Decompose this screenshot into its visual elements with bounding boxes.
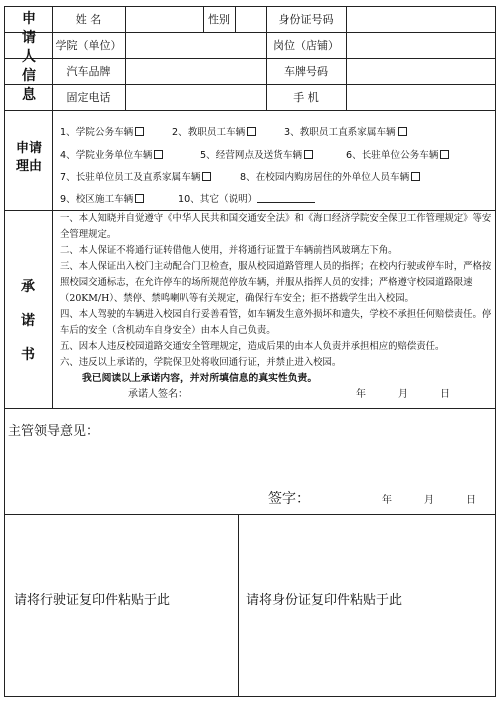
section-label-reason: 申请理由 (15, 141, 42, 174)
reason-option-other[interactable] (178, 191, 315, 205)
reason-label: 3、教职员工直系家属车辆 (284, 127, 396, 138)
checkbox[interactable] (247, 127, 256, 136)
checkbox[interactable] (135, 127, 144, 136)
input-college[interactable] (125, 32, 266, 58)
reason-option[interactable] (240, 169, 420, 183)
input-name[interactable] (125, 6, 203, 32)
reason-option[interactable] (60, 147, 163, 161)
pledge-month: 月 (398, 389, 408, 400)
label-name: 姓 名 (75, 13, 102, 26)
supervisor-label: 主管领导意见： (8, 424, 100, 439)
supervisor-year: 年 (382, 495, 392, 506)
label-college: 学院（单位） (55, 39, 122, 52)
reason-label: 8、在校园内购房居住的外单位人员车辆 (240, 172, 410, 183)
reason-label: 4、学院业务单位车辆 (60, 150, 153, 161)
reason-label: 7、长驻单位员工及直系家属车辆 (60, 172, 201, 183)
pledge-signature-field[interactable] (190, 384, 340, 398)
pledge-item: 五、因本人违反校园道路交通安全管理规定，造成后果的由本人负责并承担相应的赔偿责任。 (60, 341, 445, 352)
checkbox[interactable] (304, 150, 313, 159)
section-label-pledge: 承诺书 (21, 279, 35, 363)
reason-label: 1、学院公务车辆 (60, 127, 134, 138)
supervisor-day: 日 (466, 495, 476, 506)
label-mobile: 手 机 (293, 91, 319, 104)
checkbox[interactable] (440, 150, 449, 159)
reason-option[interactable] (200, 147, 313, 161)
other-explanation-blank[interactable] (257, 193, 315, 203)
input-id-number[interactable] (346, 6, 495, 32)
reason-option[interactable] (346, 147, 449, 161)
reason-option[interactable] (172, 124, 256, 138)
bottom-border (4, 696, 496, 697)
pledge-item: 三、本人保证出入校门主动配合门卫检查，服从校园道路管理人员的指挥；在校内行驶或停车时，严格按照校园交通标志，在允许停车的场所规范停放车辆，并服从指挥人员的安排；严格遵守校园道路限速（20KM/H）、禁停、禁鸣喇叭等有关规定，确保行车安全；拒不搭载学生出入校园。 (60, 261, 492, 304)
label-gender: 性别 (208, 13, 230, 26)
reason-label: 9、校区施工车辆 (60, 194, 134, 205)
input-landline[interactable] (125, 84, 266, 110)
label-position: 岗位（店铺） (273, 39, 339, 52)
reason-label: 10、其它（说明） (178, 194, 258, 205)
pledge-item: 六、违反以上承诺的，学院保卫处将收回通行证，并禁止进入校园。 (60, 357, 342, 368)
pledge-text (60, 211, 496, 387)
reason-label: 6、长驻单位公务车辆 (346, 150, 439, 161)
pledge-item: 二、本人保证不将通行证转借他人使用，并将通行证置于车辆前挡风玻璃左下角。 (60, 245, 398, 256)
label-id-number: 身份证号码 (278, 13, 334, 26)
label-plate-number: 车牌号码 (284, 65, 328, 78)
reason-option[interactable] (60, 169, 211, 183)
section-label-applicant: 申请人信息 (22, 11, 36, 103)
supervisor-sign-label: 签字： (268, 491, 310, 507)
checkbox[interactable] (154, 150, 163, 159)
checkbox[interactable] (398, 127, 407, 136)
input-car-brand[interactable] (125, 58, 266, 84)
pledge-confirm: 我已阅读以上承诺内容，并对所填信息的真实性负责。 (82, 373, 318, 384)
checkbox[interactable] (411, 172, 420, 181)
pledge-year: 年 (356, 389, 366, 400)
pledge-day: 日 (440, 389, 450, 400)
license-paste-label: 请将行驶证复印件粘贴于此 (14, 593, 171, 608)
id-card-paste-label: 请将身份证复印件粘贴于此 (246, 593, 403, 608)
input-gender[interactable] (235, 6, 266, 32)
label-landline: 固定电话 (66, 91, 111, 104)
input-mobile[interactable] (346, 84, 495, 110)
reason-option[interactable] (60, 191, 144, 205)
supervisor-month: 月 (424, 495, 434, 506)
row-line (4, 408, 496, 409)
pledge-signature-label: 承诺人签名： (128, 389, 188, 400)
reason-label: 5、经营网点及送货车辆 (200, 150, 303, 161)
reason-label: 2、教职员工车辆 (172, 127, 246, 138)
reason-option[interactable] (284, 124, 407, 138)
pledge-item: 四、本人驾驶的车辆进入校园自行妥善看管，如车辆发生意外损坏和遗失，学校不承担任何赔偿责任。停车后的安全（含机动车自身安全）由本人自己负责。 (60, 309, 492, 336)
label-car-brand: 汽车品牌 (66, 65, 111, 78)
checkbox[interactable] (135, 194, 144, 203)
pledge-item: 一、本人知晓并自觉遵守《中华人民共和国交通安全法》和《海口经济学院安全保卫工作管理规定》等安全管理规定。 (60, 213, 492, 240)
row-line (4, 110, 496, 111)
input-plate-number[interactable] (346, 58, 495, 84)
input-position[interactable] (346, 32, 495, 58)
supervisor-opinion-field[interactable] (8, 440, 488, 480)
reason-option[interactable] (60, 124, 144, 138)
checkbox[interactable] (202, 172, 211, 181)
